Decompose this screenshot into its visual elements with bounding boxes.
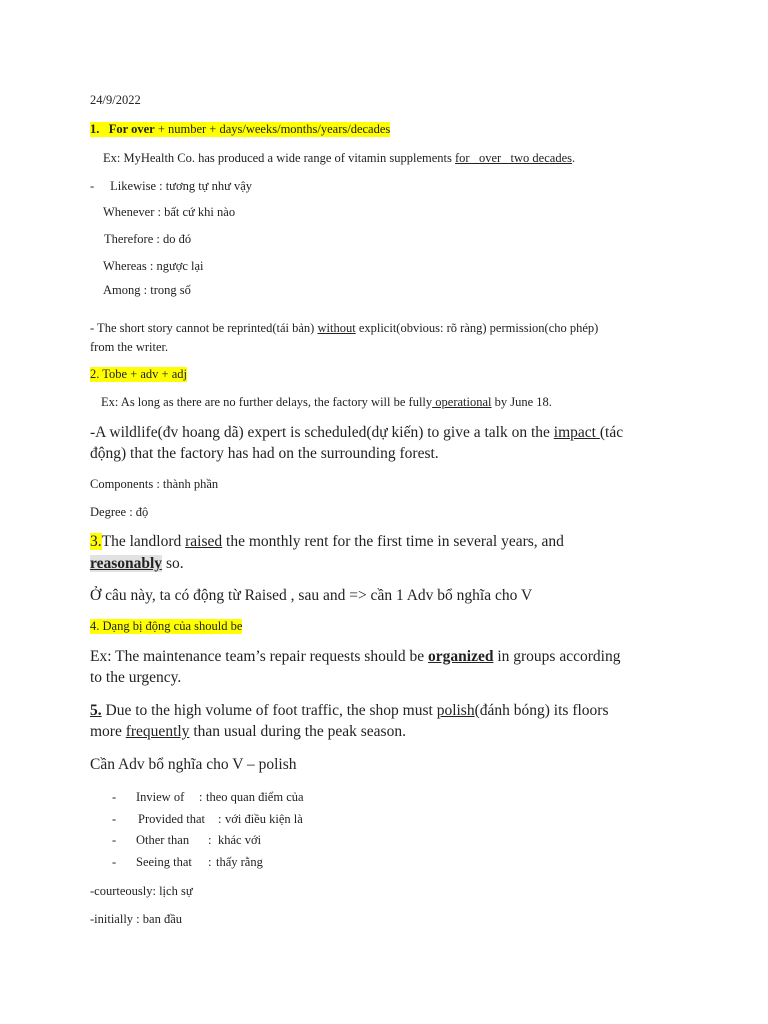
example-1-underlined: for _over_ two decades bbox=[455, 151, 572, 165]
section-5-line-2-end: than usual during the peak season. bbox=[189, 723, 406, 740]
list-term: Provided that bbox=[138, 812, 206, 826]
list-term: Seeing that bbox=[136, 855, 192, 869]
section-3-line-2 bbox=[90, 555, 184, 574]
list-meaning: thấy rằng bbox=[216, 855, 263, 869]
components: Components : thành phần bbox=[90, 477, 219, 491]
example-4-end: in groups according bbox=[493, 648, 621, 665]
example-4-line-1 bbox=[90, 648, 620, 667]
example-2 bbox=[101, 395, 552, 410]
list-meaning: với điều kiện là bbox=[225, 812, 303, 826]
section-5-number: 5. bbox=[90, 702, 102, 719]
bullet: - bbox=[112, 812, 117, 826]
section-3-text: The landlord bbox=[101, 533, 186, 550]
section-3-end: so. bbox=[162, 555, 184, 572]
section-3-underlined: raised bbox=[185, 533, 223, 550]
list-item bbox=[112, 790, 304, 805]
section-4-heading: 4. Dạng bị động của should be bbox=[90, 619, 243, 633]
story-line-2: from the writer. bbox=[90, 340, 169, 354]
story-line-1 bbox=[90, 321, 598, 336]
example-2-text: Ex: As long as there are no further delays, the factory will be fully bbox=[101, 395, 433, 409]
section-3-number: 3. bbox=[90, 533, 102, 550]
list-meaning: khác với bbox=[218, 833, 262, 847]
section-3-line-1 bbox=[90, 533, 564, 552]
section-5-line-2-start: more bbox=[90, 723, 126, 740]
story-text-end: explicit(obvious: rõ ràng) permission(cho phép) bbox=[355, 321, 599, 335]
vocab-item: Therefore : do đó bbox=[104, 232, 192, 246]
section-5-underlined: polish bbox=[436, 702, 475, 719]
list-item bbox=[112, 812, 303, 827]
wildlife-text: -A wildlife(đv hoang dã) expert is scheduled(dự kiến) to give a talk on the bbox=[90, 424, 554, 441]
vocab-text: Likewise : tương tự như vậy bbox=[110, 179, 253, 193]
list-colon: : bbox=[208, 855, 212, 869]
vocab-item: Whenever : bất cứ khi nào bbox=[103, 205, 236, 219]
initially: -initially : ban đầu bbox=[90, 912, 182, 926]
list-item bbox=[112, 833, 262, 848]
example-1-end: . bbox=[571, 151, 576, 165]
section-5-keyword: frequently bbox=[125, 723, 190, 740]
note-5: Cần Adv bổ nghĩa cho V – polish bbox=[90, 756, 297, 773]
wildlife-text-end: (tác bbox=[599, 424, 624, 441]
note-3: Ở câu này, ta có động từ Raised , sau and => cần 1 Adv bổ nghĩa cho V bbox=[90, 587, 533, 604]
example-4-keyword: organized bbox=[428, 648, 494, 665]
list-term: Inview of bbox=[136, 790, 185, 804]
wildlife-underlined: impact bbox=[553, 424, 600, 441]
list-colon: : bbox=[199, 790, 203, 804]
section-5-line-1 bbox=[90, 702, 608, 721]
example-2-underlined: operational bbox=[432, 395, 492, 409]
vocab-item: Among : trong số bbox=[103, 283, 191, 297]
list-item bbox=[112, 855, 263, 870]
list-colon: : bbox=[208, 833, 212, 847]
list-colon: : bbox=[218, 812, 222, 826]
bullet: - bbox=[112, 833, 117, 847]
bullet: - bbox=[112, 855, 117, 869]
list-term: Other than bbox=[136, 833, 190, 847]
section-1-heading bbox=[90, 122, 390, 137]
example-2-end: by June 18. bbox=[491, 395, 552, 409]
section-5-line-2 bbox=[90, 723, 406, 742]
example-4-text: Ex: The maintenance team’s repair requests should be bbox=[90, 648, 429, 665]
wildlife-line-1 bbox=[90, 424, 623, 443]
bullet: - bbox=[90, 179, 95, 193]
section-5-text-end: (đánh bóng) its floors bbox=[474, 702, 609, 719]
example-4-line-2: to the urgency. bbox=[90, 669, 182, 686]
story-underlined: without bbox=[317, 321, 356, 335]
list-meaning: theo quan điểm của bbox=[206, 790, 304, 804]
date: 24/9/2022 bbox=[90, 93, 141, 107]
courteously: -courteously: lịch sự bbox=[90, 884, 193, 898]
section-5-text: Due to the high volume of foot traffic, the shop must bbox=[101, 702, 437, 719]
story-text: - The short story cannot be reprinted(tái bản) bbox=[90, 321, 318, 335]
section-1-bold: For over bbox=[108, 122, 155, 136]
vocab-item bbox=[90, 179, 252, 194]
example-1-text: Ex: MyHealth Co. has produced a wide range of vitamin supplements bbox=[103, 151, 456, 165]
degree: Degree : độ bbox=[90, 505, 149, 519]
vocab-item: Whereas : ngược lại bbox=[103, 259, 204, 273]
section-2-heading: 2. Tobe + adv + adj bbox=[90, 367, 188, 381]
example-1 bbox=[103, 151, 575, 166]
section-3-text-mid: the monthly rent for the first time in several years, and bbox=[222, 533, 564, 550]
bullet: - bbox=[112, 790, 117, 804]
section-1-number: 1. bbox=[90, 122, 100, 136]
wildlife-line-2: động) that the factory has had on the surrounding forest. bbox=[90, 445, 439, 462]
section-1-rest: + number + days/weeks/months/years/decades bbox=[154, 122, 391, 136]
section-3-keyword: reasonably bbox=[90, 555, 163, 572]
